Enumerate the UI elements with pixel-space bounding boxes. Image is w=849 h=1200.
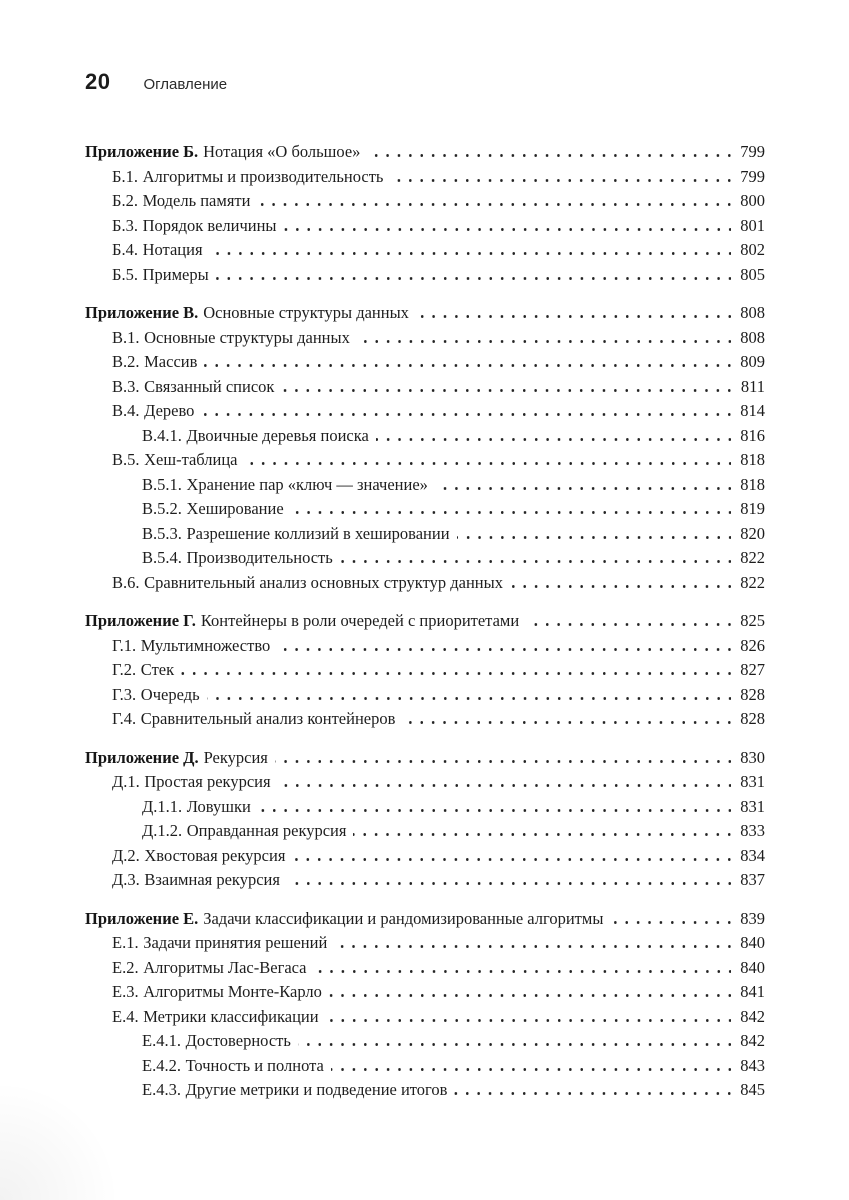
dot-leader	[257, 194, 731, 206]
entry-number: В.5.4.	[142, 548, 182, 567]
section-title: Задачи классификации и рандомизированные алгоритмы	[203, 908, 604, 928]
toc-entry	[85, 165, 765, 190]
toc-section-header	[85, 746, 765, 771]
entry-number: Д.1.1.	[142, 796, 183, 816]
entry-title: Метрики классификации	[143, 1006, 319, 1026]
dot-leader	[416, 306, 731, 318]
entry-page-number: 814	[740, 401, 765, 420]
entry-title: Достоверность	[185, 1031, 291, 1050]
dot-leader	[526, 614, 731, 626]
entry-title: Простая рекурсия	[144, 772, 271, 791]
dot-leader	[454, 1083, 731, 1095]
entry-title: Хранение пар «ключ — значение»	[186, 474, 428, 494]
toc-entry	[85, 375, 765, 400]
entry-number: Г.4.	[112, 709, 137, 728]
page-number: 20	[85, 69, 111, 94]
dot-leader	[353, 824, 731, 836]
dot-leader	[340, 551, 731, 563]
entry-title: Хвостовая рекурсия	[144, 845, 286, 865]
entry-number: Е.4.1.	[142, 1031, 181, 1050]
entry-page-number: 808	[740, 327, 765, 347]
entry-title: Хеширование	[186, 499, 284, 518]
dot-leader	[258, 800, 731, 812]
entry-page-number: 828	[740, 709, 765, 728]
dot-leader	[275, 751, 731, 763]
toc-entry	[85, 819, 765, 844]
entry-title: Сравнительный анализ основных структур данных	[144, 572, 503, 592]
section-page-number: 830	[740, 747, 765, 767]
toc-entry	[85, 1005, 765, 1030]
toc-entry	[85, 1029, 765, 1054]
entry-title: Алгоритмы и производительность	[142, 166, 384, 186]
toc-section-header	[85, 140, 765, 165]
toc-entry	[85, 263, 765, 288]
entry-page-number: 800	[740, 191, 765, 210]
entry-title: Мультимножество	[140, 635, 271, 655]
entry-number: Д.1.	[112, 772, 140, 791]
entry-page-number: 842	[740, 1006, 765, 1026]
toc-entry	[85, 868, 765, 893]
entry-number: Г.1.	[112, 635, 137, 655]
dot-leader	[181, 663, 731, 675]
dot-leader	[284, 219, 731, 231]
toc-entry	[85, 634, 765, 659]
entry-title: Нотация	[142, 240, 203, 259]
entry-page-number: 831	[740, 772, 765, 791]
toc-entry	[85, 707, 765, 732]
toc-entry	[85, 844, 765, 869]
dot-leader	[610, 912, 731, 924]
dot-leader	[207, 688, 731, 700]
dot-leader	[216, 268, 731, 280]
entry-page-number: 802	[740, 240, 765, 259]
entry-number: Б.1.	[112, 166, 138, 186]
dot-leader	[291, 502, 731, 514]
toc-entry	[85, 522, 765, 547]
entry-title: Точность и полнота	[185, 1055, 324, 1075]
toc-section-header	[85, 301, 765, 326]
entry-title: Алгоритмы Монте-Карло	[143, 982, 322, 1001]
dot-leader	[287, 873, 731, 885]
entry-number: Б.5.	[112, 264, 138, 284]
entry-number: Г.3.	[112, 684, 137, 704]
dot-leader	[277, 639, 731, 651]
entry-page-number: 818	[740, 450, 765, 469]
entry-page-number: 828	[740, 684, 765, 704]
entry-page-number: 840	[740, 933, 765, 952]
dot-leader	[292, 849, 731, 861]
dot-leader	[402, 712, 731, 724]
toc-entry	[85, 214, 765, 239]
toc-entry	[85, 770, 765, 795]
entry-number: Б.4.	[112, 240, 138, 259]
entry-number: Е.4.2.	[142, 1055, 181, 1075]
entry-title: Ловушки	[186, 796, 251, 816]
table-of-contents	[85, 140, 765, 1103]
dot-leader	[204, 355, 731, 367]
entry-number: В.5.3.	[142, 523, 182, 543]
entry-page-number: 842	[740, 1031, 765, 1050]
section-label: Приложение Г.	[85, 611, 196, 630]
entry-title: Дерево	[144, 401, 195, 420]
toc-entry	[85, 931, 765, 956]
entry-page-number: 809	[740, 352, 765, 371]
entry-number: В.5.1.	[142, 474, 182, 494]
section-page-number: 799	[740, 142, 765, 161]
entry-title: Двоичные деревья поиска	[186, 425, 369, 445]
entry-page-number: 827	[740, 660, 765, 679]
dot-leader	[278, 775, 731, 787]
toc-entry	[85, 546, 765, 571]
dot-leader	[314, 961, 731, 973]
entry-page-number: 811	[740, 376, 765, 396]
entry-title: Задачи принятия решений	[143, 933, 328, 952]
entry-number: Е.4.3.	[142, 1080, 181, 1099]
entry-number: В.5.2.	[142, 499, 182, 518]
entry-number: Е.2.	[112, 957, 139, 977]
entry-page-number: 840	[740, 957, 765, 977]
section-label: Приложение Е.	[85, 908, 199, 928]
toc-entry	[85, 399, 765, 424]
entry-page-number: 822	[740, 548, 765, 567]
toc-entry	[85, 956, 765, 981]
entry-number: Е.3.	[112, 982, 139, 1001]
dot-leader	[510, 576, 731, 588]
dot-leader	[435, 478, 731, 490]
toc-entry	[85, 448, 765, 473]
section-page-number: 825	[740, 611, 765, 630]
section-page-number: 808	[740, 303, 765, 322]
entry-number: В.6.	[112, 572, 140, 592]
entry-title: Связанный список	[144, 376, 275, 396]
toc-section-header	[85, 907, 765, 932]
entry-title: Производительность	[186, 548, 333, 567]
dot-leader	[281, 380, 731, 392]
entry-number: Д.3.	[112, 870, 140, 889]
entry-number: Б.3.	[112, 215, 138, 235]
entry-number: В.2.	[112, 352, 140, 371]
toc-entry	[85, 1078, 765, 1103]
entry-page-number: 834	[740, 845, 765, 865]
running-head	[85, 70, 765, 94]
toc-entry	[85, 238, 765, 263]
toc-entry	[85, 658, 765, 683]
dot-leader	[245, 453, 731, 465]
toc-entry	[85, 189, 765, 214]
toc-entry	[85, 1054, 765, 1079]
entry-number: Б.2.	[112, 191, 138, 210]
dot-leader	[457, 527, 731, 539]
entry-title: Сравнительный анализ контейнеров	[140, 709, 396, 728]
dot-leader	[367, 145, 731, 157]
section-title: Основные структуры данных	[203, 303, 409, 322]
dot-leader	[331, 1059, 731, 1071]
entry-number: Д.2.	[112, 845, 140, 865]
toc-entry	[85, 473, 765, 498]
entry-page-number: 843	[740, 1055, 765, 1075]
entry-page-number: 799	[740, 166, 765, 186]
toc-entry	[85, 350, 765, 375]
entry-number: В.3.	[112, 376, 140, 396]
toc-entry	[85, 497, 765, 522]
section-label: Приложение Б.	[85, 142, 199, 161]
entry-number: Д.1.2.	[142, 821, 183, 840]
section-title: Рекурсия	[203, 747, 268, 767]
entry-title: Оправданная рекурсия	[186, 821, 347, 840]
entry-title: Примеры	[142, 264, 209, 284]
toc-entry	[85, 424, 765, 449]
entry-page-number: 841	[740, 982, 765, 1001]
entry-title: Основные структуры данных	[144, 327, 350, 347]
entry-page-number: 822	[740, 572, 765, 592]
toc-entry	[85, 571, 765, 596]
toc-entry	[85, 683, 765, 708]
entry-number: В.5.	[112, 450, 140, 469]
dot-leader	[298, 1034, 731, 1046]
entry-page-number: 826	[740, 635, 765, 655]
dot-leader	[334, 936, 731, 948]
entry-title: Разрешение коллизий в хешировании	[186, 523, 450, 543]
entry-number: Е.1.	[112, 933, 139, 952]
dot-leader	[357, 331, 731, 343]
entry-title: Порядок величины	[142, 215, 277, 235]
section-label: Приложение Д.	[85, 747, 199, 767]
entry-title: Очередь	[140, 684, 200, 704]
running-head-title: Оглавление	[143, 76, 228, 93]
section-page-number: 839	[740, 908, 765, 928]
entry-number: Е.4.	[112, 1006, 139, 1026]
toc-section-header	[85, 609, 765, 634]
section-title: Нотация «О большое»	[203, 142, 361, 161]
entry-title: Хеш-таблица	[144, 450, 238, 469]
dot-leader	[210, 243, 731, 255]
entry-page-number: 819	[740, 499, 765, 518]
section-label: Приложение В.	[85, 303, 199, 322]
entry-title: Стек	[140, 660, 175, 679]
dot-leader	[201, 404, 731, 416]
toc-entry	[85, 980, 765, 1005]
entry-title: Другие метрики и подведение итогов	[185, 1080, 448, 1099]
dot-leader	[376, 429, 731, 441]
dot-leader	[329, 985, 731, 997]
entry-title: Алгоритмы Лас-Вегаса	[143, 957, 307, 977]
entry-number: В.4.	[112, 401, 140, 420]
entry-page-number: 818	[740, 474, 765, 494]
entry-title: Взаимная рекурсия	[144, 870, 280, 889]
entry-page-number: 837	[740, 870, 765, 889]
section-title: Контейнеры в роли очередей с приоритетами	[200, 611, 520, 630]
toc-entry	[85, 795, 765, 820]
toc-entry	[85, 326, 765, 351]
entry-number: Г.2.	[112, 660, 137, 679]
entry-page-number: 833	[740, 821, 765, 840]
entry-page-number: 845	[740, 1080, 765, 1099]
entry-number: В.1.	[112, 327, 140, 347]
entry-title: Массив	[144, 352, 198, 371]
entry-page-number: 816	[740, 425, 765, 445]
entry-title: Модель памяти	[142, 191, 251, 210]
entry-page-number: 805	[740, 264, 765, 284]
entry-page-number: 831	[740, 796, 765, 816]
dot-leader	[326, 1010, 731, 1022]
entry-page-number: 801	[740, 215, 765, 235]
dot-leader	[390, 170, 731, 182]
entry-number: В.4.1.	[142, 425, 182, 445]
entry-page-number: 820	[740, 523, 765, 543]
